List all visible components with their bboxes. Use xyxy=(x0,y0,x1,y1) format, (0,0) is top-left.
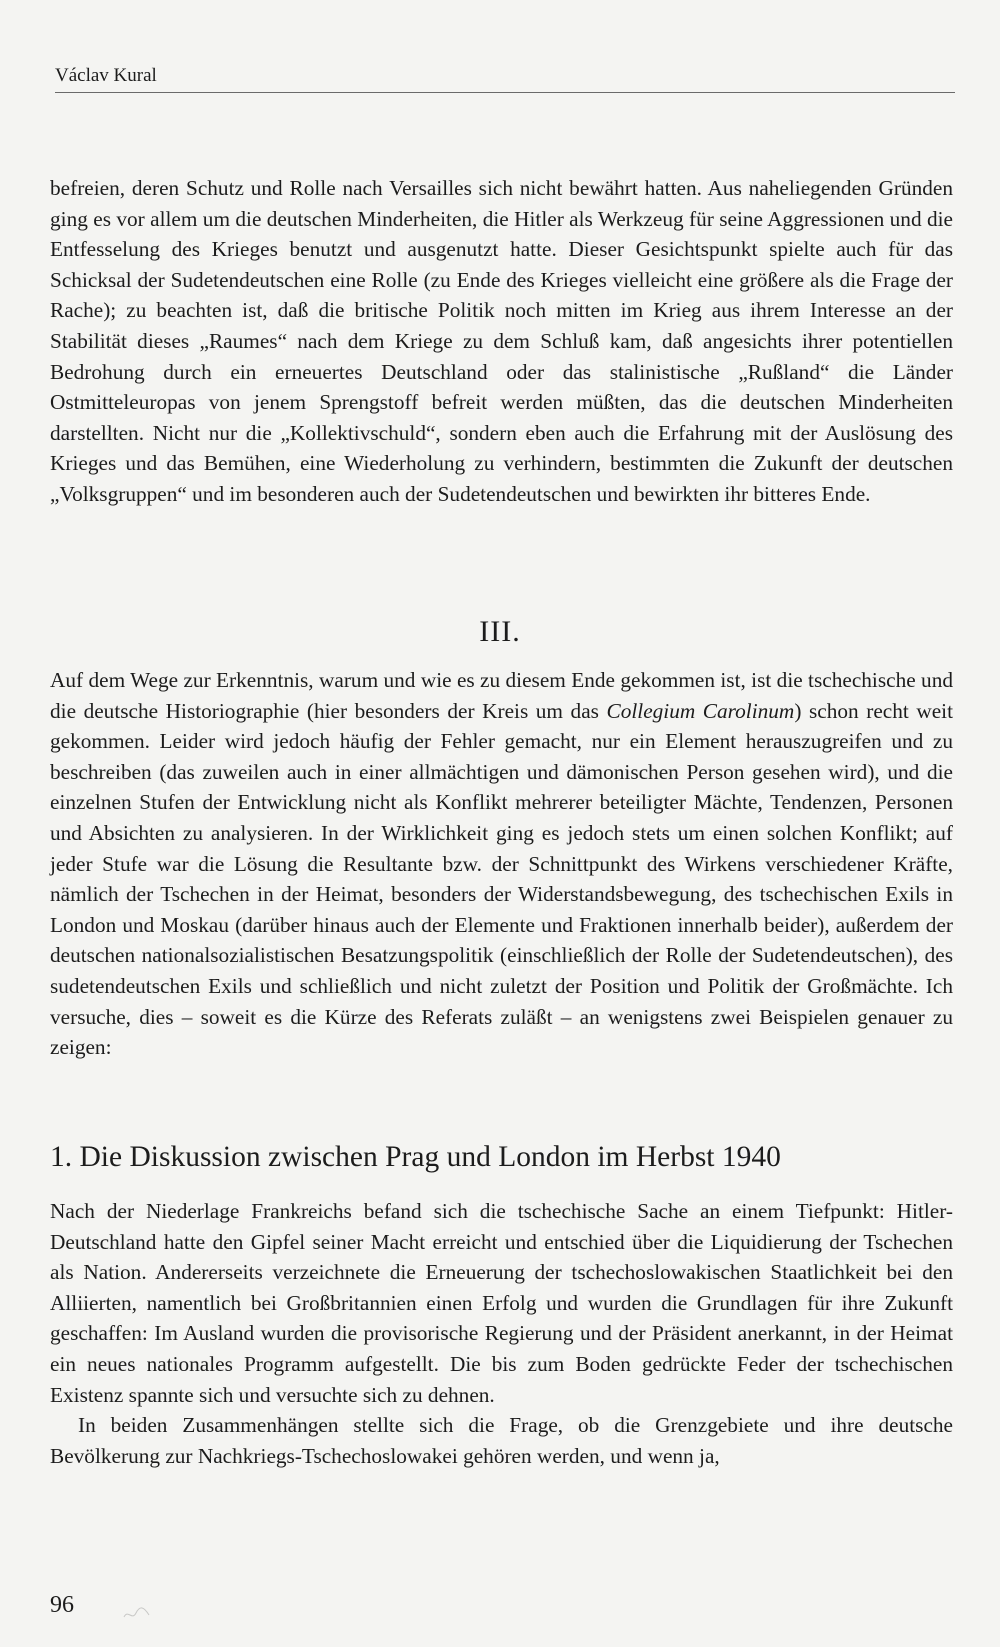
paragraph xyxy=(50,665,953,1063)
page-number: 96 xyxy=(50,1592,74,1618)
paragraph: Nach der Niederlage Frankreichs befand sich die tschechische Sache an einem Tiefpunkt: Hitler-Deutschland hatte den Gipfel seiner Macht erreicht und entschied über die Liquidierung der Tschechen als Nation. Andererseits verzeichnete die Erneuerung der tschechoslowakischen Staatlichkeit bei den Alliierten, namentlich bei Großbritannien einen Erfolg und wurden die Grundlagen für ihre Zukunft geschaffen: Im Ausland wurden die provisorische Regierung und der Präsident anerkannt, in der Heimat ein neues nationales Programm aufgestellt. Die bis zum Boden gedrückte Feder der tschechischen Existenz spannte sich und versuchte sich zu dehnen. xyxy=(50,1199,953,1407)
paragraph-text: ) schon recht weit gekommen. Leider wird jedoch häufig der Fehler gemacht, nur ein Element herauszugreifen und zu beschreiben (das zuweilen auch in einer allmächtigen und dämonischen Person gesehen wird), und die einzelnen Stufen der Entwicklung nicht als Konflikt mehrerer beteiligter Mächte, Tendenzen, Personen und Absichten zu analysieren. In der Wirklichkeit ging es jedoch stets um einen solchen Konflikt; auf jeder Stufe war die Lösung die Resultante bzw. der Schnittpunkt des Wirkens verschiedener Kräfte, nämlich der Tschechen in der Heimat, besonders der Widerstandsbewegung, des tschechischen Exils in London und Moskau (darüber hinaus auch der Elemente und Fraktionen innerhalb beider), außerdem der deutschen nationalsozialistischen Besatzungspolitik (einschließlich der Rolle der Sudetendeutschen), des sudetendeutschen Exils und schließlich und nicht zuletzt der Position und Politik der Großmächte. Ich versuche, dies – soweit es die Kürze des Referats zuläßt – an wenigstens zwei Beispielen genauer zu zeigen: xyxy=(50,698,954,1060)
running-head-author: Václav Kural xyxy=(55,64,955,93)
subsection-heading: 1. Die Diskussion zwischen Prag und London im Herbst 1940 xyxy=(50,1141,781,1173)
subsection-body xyxy=(50,1196,953,1471)
paragraph: befreien, deren Schutz und Rolle nach Versailles sich nicht bewährt hatten. Aus naheliegenden Gründen ging es vor allem um die deutschen Minderheiten, die Hitler als Werkzeug für seine Aggressionen und die Entfesselung des Krieges benutzt und ausgenutzt hatte. Dieser Gesichtspunkt spielte auch für das Schicksal der Sudetendeutschen eine Rolle (zu Ende des Krieges vielleicht eine größere als die Frage der Rache); zu beachten ist, daß die britische Politik noch mitten im Krieg aus ihrem Interesse an der Stabilität dieses „Raumes“ nach dem Kriege zu dem Schluß kam, daß angesichts ihrer potentiellen Bedrohung durch ein erneuertes Deutschland oder das stalinistische „Rußland“ die Länder Ostmitteleuropas von jenem Sprengstoff befreit werden müßten, das die deutschen Minderheiten darstellten. Nicht nur die „Kollektivschuld“, sondern eben auch die Erfahrung mit der Auslösung des Krieges und das Bemühen, eine Wiederholung zu verhindern, bestimmten die Zukunft der deutschen „Volksgruppen“ und im besonderen auch der Sudetendeutschen und bewirkten ihr bitteres Ende. xyxy=(50,176,953,506)
pencil-mark-icon xyxy=(122,1603,152,1625)
section-iii-body xyxy=(50,665,953,1063)
section-numeral: III. xyxy=(479,615,521,648)
paragraph: In beiden Zusammenhängen stellte sich die Frage, ob die Grenzgebiete und ihre deutsche Bevölkerung zur Nachkriegs-Tschechoslowakei gehören werden, und wenn ja, xyxy=(50,1413,953,1468)
paragraph-text: Auf dem Wege zur Erkenntnis, warum und wie es zu diesem Ende gekommen ist, ist die tschechische und die deutsche Historiographie (hier besonders der Kreis um das xyxy=(50,668,953,723)
italic-title-collegium-carolinum: Collegium Carolinum xyxy=(606,698,795,723)
body-text-continued xyxy=(50,173,953,510)
